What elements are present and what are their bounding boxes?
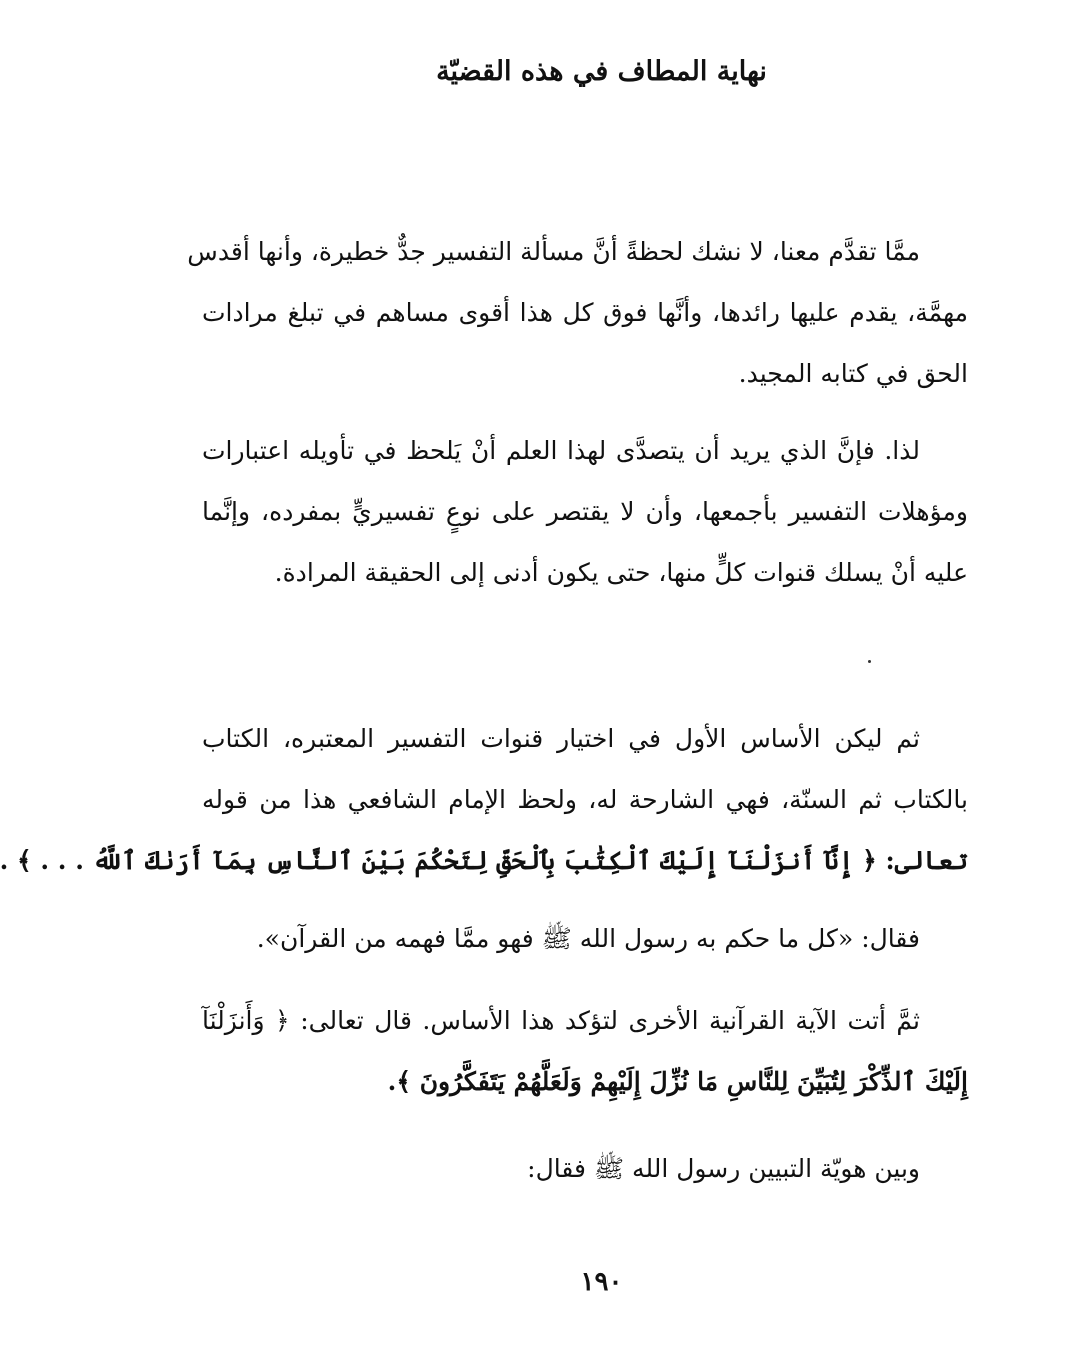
paragraph-1 xyxy=(187,221,968,404)
text-line: بالكتاب ثم السنّة، فهي الشارحة له، ولحظ الإمام الشافعي هذا من قوله xyxy=(202,785,968,814)
paragraph-3 xyxy=(0,708,968,891)
paragraph-5 xyxy=(202,990,968,1112)
paragraph-6 xyxy=(202,1138,968,1199)
paragraph-4 xyxy=(202,908,968,969)
text-line: عليه أنْ يسلك قنوات كلٍّ منها، حتى يكون أدنى إلى الحقيقة المرادة. xyxy=(274,558,968,587)
text-line: وبين هويّة التبيين رسول الله ﷺ فقال: xyxy=(527,1154,920,1183)
text-line: فقال: «كل ما حكم به رسول الله ﷺ فهو ممَّا فهمه من القرآن». xyxy=(256,924,920,953)
text-line: مهمَّة، يقدم عليها رائدها، وأنَّها فوق كل هذا أقوى مساهم في تبلغ مرادات xyxy=(202,298,968,327)
paragraph-2 xyxy=(202,420,968,603)
quran-verse-line: تعالى: ﴿ إِنَّآ أَنزَلْنَآ إِلَيْكَ ٱلْكِتَٰبَ بِٱلْحَقِّ لِتَحْكُمَ بَيْنَ ٱلنَّاسِ بِمَآ أَرَىٰكَ ٱللَّهُ . . . ﴾ . xyxy=(0,846,968,875)
text-line: ثمَّ أتت الآية القرآنية الأخرى لتؤكد هذا الأساس. قال تعالى: ﴿ وَأَنزَلْنَآ xyxy=(202,1006,920,1035)
running-head: نهاية المطاف في هذه القضيّة xyxy=(436,56,767,87)
quran-verse-line: إِلَيْكَ ٱلذِّكْرَ لِتُبَيِّنَ لِلنَّاسِ مَا نُزِّلَ إِلَيْهِمْ وَلَعَلَّهُمْ يَتَفَكَّرُونَ ﴾. xyxy=(387,1067,968,1096)
text-line: الحق في كتابه المجيد. xyxy=(738,359,968,388)
text-line: ومؤهلات التفسير بأجمعها، وأن لا يقتصر على نوعٍ تفسيريٍّ بمفرده، وإنَّما xyxy=(202,497,968,526)
text-line: ممَّا تقدَّم معنا، لا نشك لحظةً أنَّ مسألة التفسير جدٌّ خطيرة، وأنها أقدس xyxy=(187,237,920,266)
scan-speck xyxy=(868,660,871,663)
text-line: لذا. فإنَّ الذي يريد أن يتصدَّى لهذا العلم أنْ يَلحظ في تأويله اعتبارات xyxy=(202,436,920,465)
text-line: ثم ليكن الأساس الأول في اختيار قنوات التفسير المعتبره، الكتاب xyxy=(202,724,920,753)
page-number: ١٩٠ xyxy=(580,1267,623,1297)
